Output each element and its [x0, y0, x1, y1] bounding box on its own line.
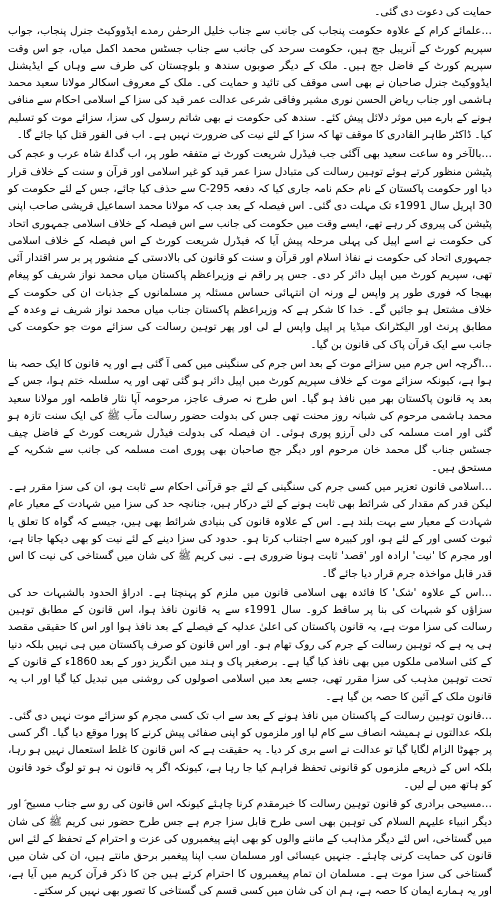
article-paragraph-3: …بالآخر وہ ساعت سعید بھی آگئی جب فیڈرل شریعت کورٹ نے متفقہ طور پر، اب گداۓ شاہ عرب و عجم کی پٹیشن منظور کرتے ہوئے توہین رسالت کی متبادل سزا عمر قید کو غیر اسلامی اور قرآن و سنت کے خلاف قرار دیا اور حکومت پاکستان کے نام حکم نامہ جاری کیا کہ دفعہ 295-C سے حذف کیا جائے، جس کے لئے حکومت کو 30 اپریل سال 1991ء تک مہلت دی گئی۔ اس فیصلہ کے بعد جب کہ مولانا محمد اسماعیل قریشی صاحب اپنی پٹیشن کی پیروی کر رہے تھے، ایسے وقت میں حکومت کی جانب سے اس فیصلہ کے خلاف اسلامی جمہوری اتحاد کی حکومت نے اسے اپیل کی پہلی مرحلہ پیش آیا کہ فیڈرل شریعت کورٹ کے اس فیصلہ کے خلاف اسلامی جمہوری اتحاد کی حکومت نے نفاذ اسلام اور قرآن و سنت کو قانون کی بالادستی کے منشور پر بر سر اقتدار آئی تھی، سپریم کورٹ میں اپیل دائر کر دی۔ جس پر راقم نے وزیراعظم پاکستان میاں محمد نواز شریف کو پیغام بھیجا کہ فوری طور پر واپس لے ورنہ ان انتہائی حساس مسئلہ پر مسلمانوں کے جذبات ان کی حکومت کے خلاف مشتعل ہو جائیں گے۔ خدا کا شکر ہے کہ وزیراعظم پاکستان جناب میاں محمد نواز شریف نے وعدہ کے مطابق پرنٹ اور الیکٹرانک میڈیا پر اپیل واپس لے لی اور پھر توہین رسالت کی سزائے موت جو حکومت کی جانب سے ایک قرآن پاک کی قانون بن گیا۔ [8, 148, 493, 351]
article-paragraph-8: …مسیحی برادری کو قانون توہین رسالت کا خیرمقدم کرنا چاہئے کیونکہ اس قانون کی رو سے جناب مسیح ؑ اور دیگر انبیاء علیہم السلام کی توہین بھی اسی طرح قابل سزا جرم ہے جس طرح حضور نبی کریم ﷺ کی شان میں گستاخی، اس لئے دیگر مذاہب کے ماننے والوں کو بھی اپنے پیغمبروں کی عزت و احترام کے تحفظ کے لئے اس قانون کی حمایت کرنی چاہئے۔ جنہیں عیسائی اور مسلمان سب اپنا پیغمبر برحق مانتے ہیں، ان کی شان میں گستاخی کی سزا موت ہے۔ مسلمان ان تمام پیغمبروں کا احترام کرتے ہیں جن کا ذکر قرآن کریم میں آیا ہے، اور یہ ہمارے ایمان کا حصہ ہے، ہم ان کی شان میں کسی قسم کی گستاخی کا تصور بھی نہیں کر سکتے۔ [8, 798, 492, 897]
article-paragraph-2: …علمائے کرام کے علاوہ حکومت پنجاب کی جانب سے جناب خلیل الرحمٰن رمدے ایڈووکیٹ جنرل پنجاب، جواب سپریم کورٹ کے آنریبل جج ہیں، حکومت سرحد کی جانب سے جناب جسٹس محمد اکمل میاں، جو اس وقت سپریم کورٹ کے فاضل جج ہیں۔ ملک کے دیگر صوبوں سندھ و بلوچستان کی طرف سے وہاں کے ایڈیشنل ایڈووکیٹ جنرل صاحبان نے بھی اسی موقف کی تائید و حمایت کی۔ ملک کے معروف اسکالر مولانا سعید محمد ہاشمی اور جناب ریاض الحسن نوری مشیر وفاقی شرعی عدالت عمر قید کی سزا کے اسلامی احکام سے منافی ہونے کے بارے میں موثر دلائل پیش کئے۔ سندھ کی حکومت نے بھی شاتم رسول کی سزا، سزائے موت کو تسلیم کیا۔ ڈاکٹر طاہر القادری کا موقف تھا کہ سزا کے لئے نیت کی ضرورت نہیں ہے۔ اب فی الفور قتل کیا جائے گا۔ [8, 25, 492, 142]
article-paragraph-7: …قانون توہین رسالت کے پاکستان میں نافذ ہونے کے بعد سے اب تک کسی مجرم کو سزائے موت نہیں دی گئی۔ بلکہ عدالتوں نے ہمیشہ انصاف سے کام لیا اور ملزموں کو اپنی صفائی پیش کرنے کا پورا موقع دیا گیا۔ اگر کسی پر جھوٹا الزام لگایا گیا تو عدالت نے اسے بری کر دیا۔ یہ حقیقت ہے کہ اس قانون کا غلط استعمال نہیں ہو رہا، بلکہ اس کے ذریعے ملزموں کو قانونی تحفظ فراہم کیا جا رہا ہے، کیونکہ اگر یہ قانون نہ ہو تو لوگ خود قانون کو ہاتھ میں لے لیں۔ [8, 709, 492, 792]
article-paragraph-5: …اسلامی قانون تعزیر میں کسی جرم کی سنگینی کے لئے جو قرآنی احکام سے ثابت ہو، ان کی سزا مقرر ہے۔ لیکن قدر کم مقدار کی شرائط بھی ثابت ہونے کے لئے درکار ہیں، جنانچہ حد کی سزا میں شہادت کے معیار عام شہادت کے معیار سے بہت بلند ہے۔ اس کے علاوہ قانون کی بنیادی شرائط بھی ہیں، جیسے کہ گواہ کا تعلق یا ثبوت کسی اور کے لئے ہو، اور کبیرہ سے اجتناب کرتا ہو۔ حدود کی سزا دینے کے لئے نیت کو بھی دیکھا جاتا ہے، اور مجرم کا 'نیت' ارادہ اور 'قصد' ثابت ہونا ضروری ہے۔ نبی کریم ﷺ کی شان میں گستاخی کی نیت کا اس قدر قابل مواخذہ جرم قرار دیا جائے گا۔ [8, 481, 492, 580]
article-paragraph-4: …اگرچہ اس جرم میں سزائے موت کے بعد اس جرم کی سنگینی میں کمی آ گئی ہے اور یہ قانون کا ایک حصہ بنا ہوا ہے، کیونکہ سزائے موت کے خلاف سپریم کورٹ میں اپیل دائر ہو گئی تھی اور یہ سلسلہ ختم ہوا، جس کے بعد یہ قانون پاکستان بھر میں نافذ ہو گیا۔ اس طرح نہ صرف عاجز، مرحومہ آپا نثار فاطمہ اور مولانا سعید محمد ہاشمی مرحوم کی شبانہ روز محنت تھی جس کی بدولت حضور رسالت مآب ﷺ کی ایک سنت تازہ ہو گئی اور امت مسلمہ کی دلی آرزو پوری ہوئی۔ ان فیصلہ کی بدولت فیڈرل شریعت کورٹ کے فاضل چیف جسٹس جناب گل محمد خان مرحوم اور دیگر جج صاحبان بھی پوری امت مسلمہ کی جانب سے شکریہ کے مستحق ہیں۔ [8, 357, 492, 474]
article-paragraph-6: …اس کے علاوہ 'شک' کا فائدہ بھی اسلامی قانون میں ملزم کو پہنچتا ہے۔ ادراؤ الحدود بالشبہات حد کی سزاؤں کو شبہات کی بنا پر ساقط کرو۔ سال 1991ء سے یہ قانون نافذ ہوا، اس قانون کے مطابق توہین رسالت کی سزا موت ہے، یہ قانون پاکستان کی اعلیٰ عدلیہ کے فیصلے کے بعد نافذ ہوا اور اس کا حقیقی مقصد ہی یہ ہے کہ توہین رسالت کے جرم کی روک تھام ہو۔ اور اس قانون کو صرف پاکستان میں ہی نہیں بلکہ دنیا کے کئی اسلامی ملکوں میں بھی نافذ کیا گیا ہے۔ برصغیر پاک و ہند میں انگریز دور کے بعد 1860ء کے قانون کے تحت توہین مذہب کی سزا مقرر تھی، جسے بعد میں اسلامی اصولوں کی روشنی میں تبدیل کیا گیا اور اب یہ قانون ملک کے آئین کا حصہ بن گیا ہے۔ [8, 586, 492, 703]
article-paragraph-1: حمایت کی دعوت دی گئی۔ [374, 6, 492, 18]
